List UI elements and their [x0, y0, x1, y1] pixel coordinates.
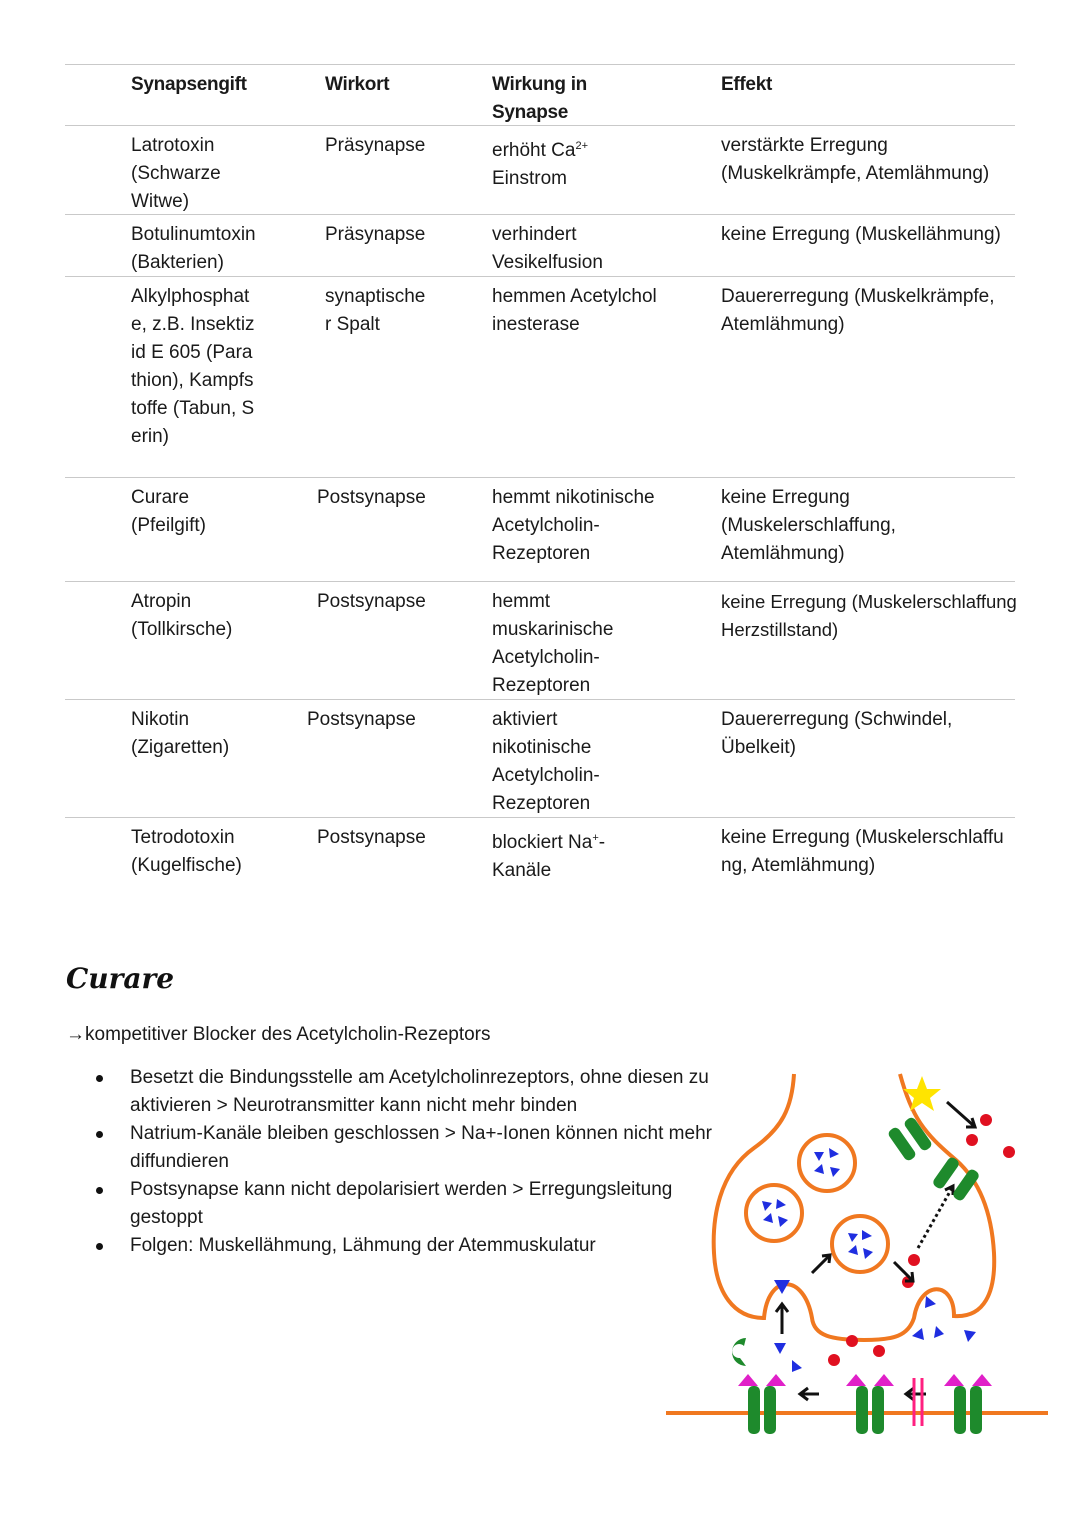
- cell-ort: Präsynapse: [325, 224, 426, 245]
- cell-wirkung: verhindert Vesikelfusion: [492, 224, 603, 273]
- synapse-diagram-icon: [664, 1068, 1050, 1444]
- table-row: [65, 817, 1015, 914]
- cell-effekt: keine Erregung (Muskelerschlaffung, Atemlähmung): [721, 487, 896, 564]
- header-wirkort: Wirkort: [325, 74, 390, 95]
- cell-ort: Postsynapse: [317, 487, 426, 508]
- receptor-icon: [944, 1374, 992, 1434]
- star-icon: [903, 1076, 941, 1111]
- vesicle-icon: [746, 1185, 802, 1241]
- cell-effekt: keine Erregung (Muskelerschlaffung Herzstillstand): [721, 591, 1017, 640]
- bullet-icon: [96, 1131, 103, 1138]
- cell-wirkung: erhöht $Ca^{2+}$ Einstrom: [492, 140, 588, 189]
- vesicle-icon: [799, 1135, 855, 1191]
- cell-ort: Postsynapse: [307, 709, 416, 730]
- cell-ort: Präsynapse: [325, 135, 426, 156]
- cell-gift: Tetrodotoxin (Kugelfische): [131, 827, 242, 876]
- cell-effekt: keine Erregung (Muskelerschlaffung, Atemlähmung): [721, 827, 1004, 876]
- header-synapsengift: Synapsengift: [131, 74, 247, 95]
- section-heading: Curare: [66, 962, 175, 995]
- vesicle-icon: [832, 1216, 888, 1272]
- list-item: Postsynapse kann nicht depolarisiert werden > Erregungsleitung gestoppt: [92, 1176, 722, 1232]
- cell-ort: synaptischer Spalt: [325, 286, 426, 335]
- block-icon: [914, 1378, 922, 1426]
- bullet-icon: [96, 1243, 103, 1250]
- enzyme-icon: [732, 1338, 746, 1366]
- poison-table: [65, 64, 1015, 914]
- header-effekt: Effekt: [721, 74, 772, 95]
- cell-wirkung: aktiviert nikotinische Acetylcholin-Rezeptoren: [492, 709, 600, 814]
- table-row: [65, 477, 1015, 581]
- bullet-icon: [96, 1187, 103, 1194]
- cell-gift: Botulinumtoxin (Bakterien): [131, 224, 256, 273]
- cell-gift: Atropin (Tollkirsche): [131, 591, 233, 640]
- list-item: Folgen: Muskellähmung, Lähmung der Atemmuskulatur: [92, 1232, 722, 1260]
- cell-gift: Curare (Pfeilgift): [131, 487, 206, 536]
- table-row: [65, 699, 1015, 817]
- cell-gift: Latrotoxin (Schwarze Witwe): [131, 135, 221, 212]
- section-subtitle: →kompetitiver Blocker des Acetylcholin-Rezeptors: [66, 1024, 491, 1045]
- list-item: Natrium-Kanäle bleiben geschlossen > Na+-Ionen können nicht mehr diffundieren: [92, 1120, 722, 1176]
- bullet-icon: [96, 1075, 103, 1082]
- cell-wirkung: hemmen Acetylcholinesterase: [492, 286, 657, 335]
- receptor-icon: [846, 1374, 894, 1434]
- table-header-row: [65, 64, 1015, 125]
- cell-effekt: Dauererregung (Muskelkrämpfe, Atemlähmung): [721, 286, 995, 335]
- cell-wirkung: hemmt muskarinische Acetylcholin-Rezeptoren: [492, 591, 614, 696]
- bullet-list: [92, 1064, 722, 1260]
- list-item: Besetzt die Bindungsstelle am Acetylcholinrezeptors, ohne diesen zu aktivieren > Neurotransmitter kann nicht mehr binden: [92, 1064, 722, 1120]
- autoreceptor-icon: [887, 1116, 981, 1203]
- cell-wirkung: hemmt nikotinische Acetylcholin-Rezeptoren: [492, 487, 655, 564]
- cell-ort: Postsynapse: [317, 591, 426, 612]
- cell-wirkung: blockiert Na+-Kanäle: [492, 832, 606, 881]
- cell-gift: Alkylphosphate, z.B. Insektizid E 605 (Parathion), Kampfstoffe (Tabun, Serin): [131, 286, 255, 447]
- table-row: [65, 276, 1015, 477]
- cell-ort: Postsynapse: [317, 827, 426, 848]
- cell-effekt: verstärkte Erregung (Muskelkrämpfe, Atemlähmung): [721, 135, 990, 184]
- table-row: [65, 581, 1015, 699]
- receptor-icon: [738, 1374, 786, 1434]
- cell-effekt: keine Erregung (Muskellähmung): [721, 224, 1001, 245]
- table-row: [65, 214, 1015, 276]
- cell-gift: Nikotin (Zigaretten): [131, 709, 230, 758]
- table-row: [65, 125, 1015, 214]
- cell-effekt: Dauererregung (Schwindel, Übelkeit): [721, 709, 953, 758]
- header-wirkung: Wirkung in Synapse: [492, 74, 587, 123]
